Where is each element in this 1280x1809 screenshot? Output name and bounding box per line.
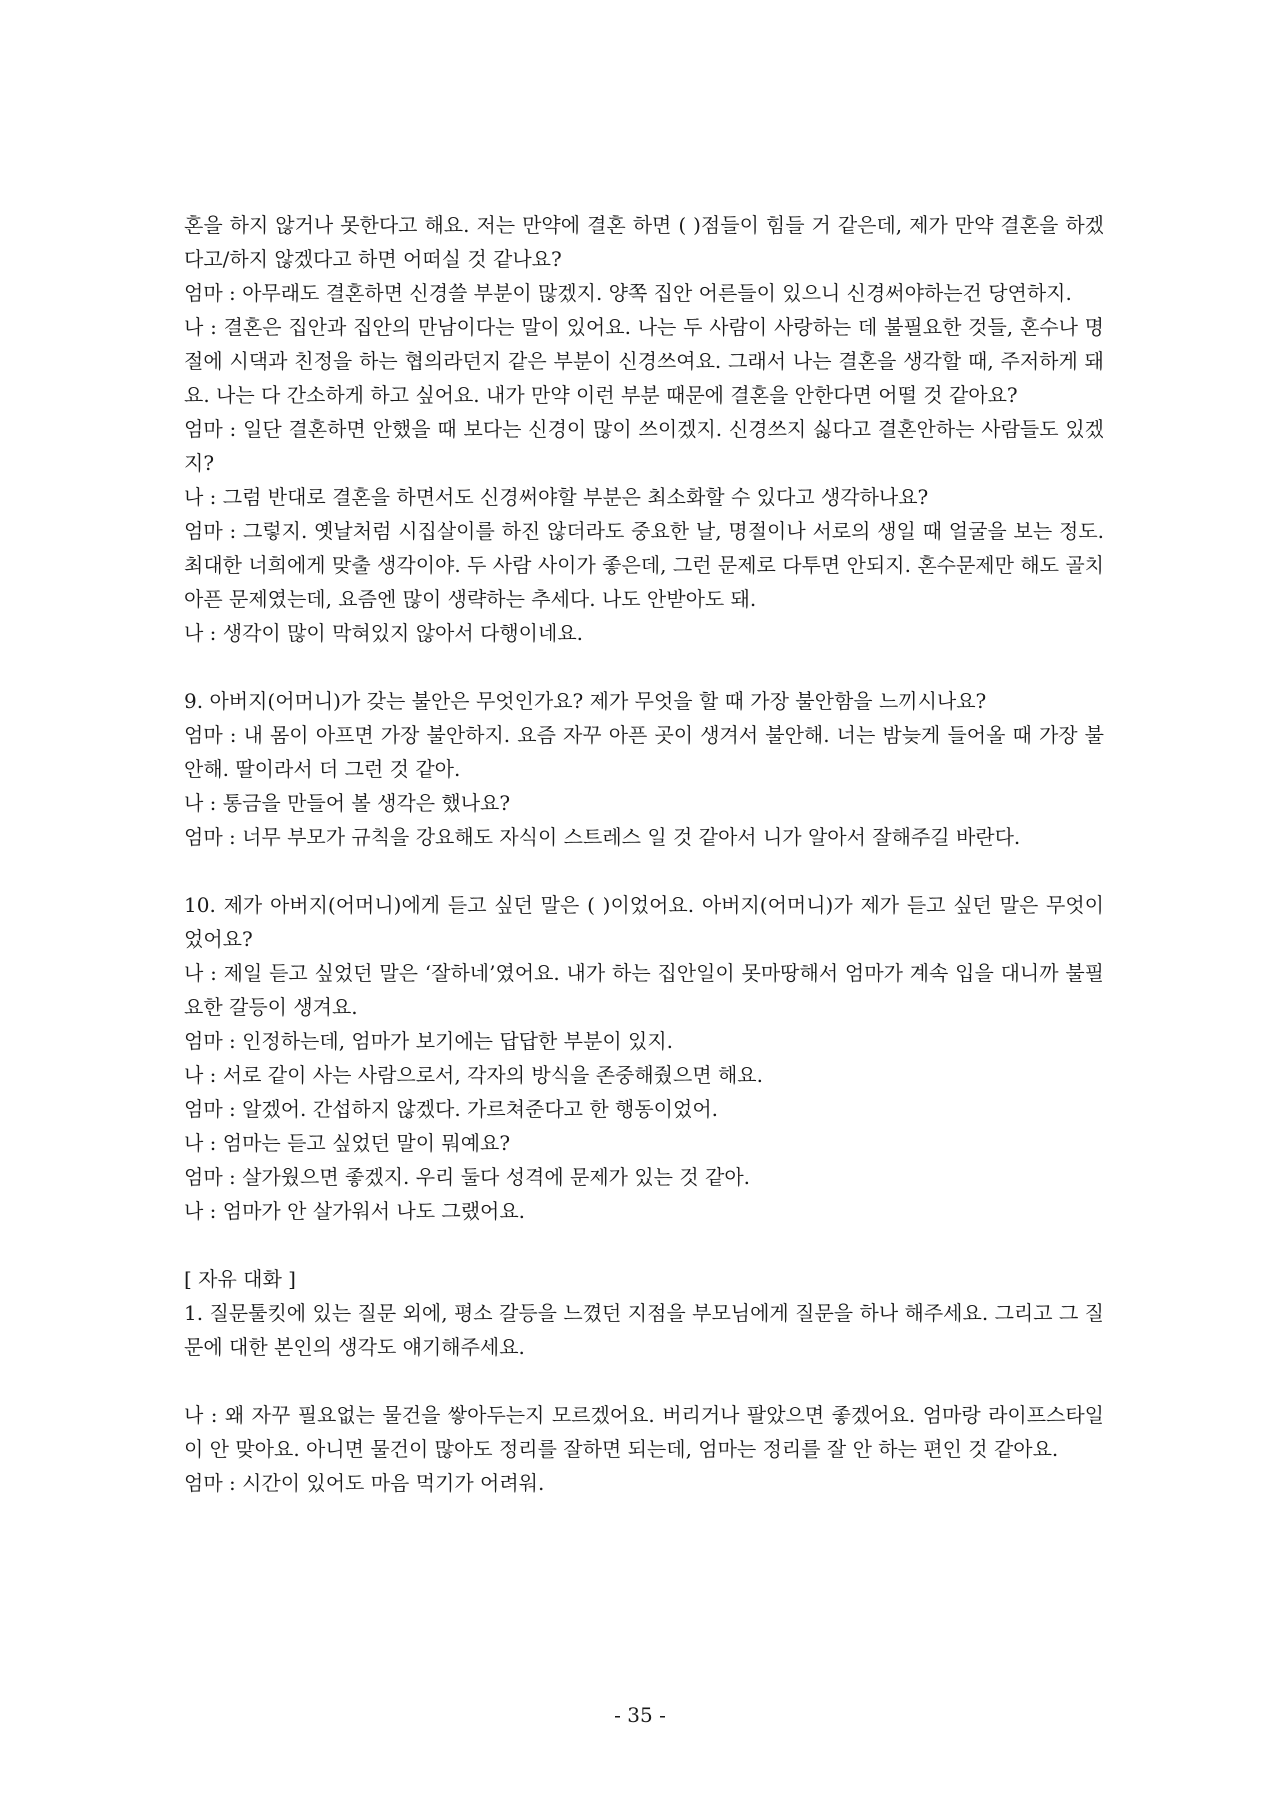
paragraph-gap [184, 650, 1104, 684]
paragraph: 나 : 제일 듣고 싶었던 말은 ‘잘하네’였어요. 내가 하는 집안일이 못마땅해서 엄마가 계속 입을 대니까 불필요한 갈등이 생겨요. [184, 961, 1104, 1019]
paragraph: 나 : 서로 같이 사는 사람으로서, 각자의 방식을 존중해줬으면 해요. [184, 1063, 763, 1087]
paragraph: 9. 아버지(어머니)가 갖는 불안은 무엇인가요? 제가 무엇을 할 때 가장 불안함을 느끼시나요? [184, 689, 987, 713]
paragraph: 엄마 : 내 몸이 아프면 가장 불안하지. 요즘 자꾸 아픈 곳이 생겨서 불안해. 너는 밤늦게 들어올 때 가장 불안해. 딸이라서 더 그런 것 같아. [184, 723, 1104, 781]
paragraph: 엄마 : 그렇지. 옛날처럼 시집살이를 하진 않더라도 중요한 날, 명절이나 서로의 생일 때 얼굴을 보는 정도. 최대한 너희에게 맞출 생각이야. 두 사람 사이가 좋은데, 그런 문제로 다투면 안되지. 혼수문제만 해도 골치아픈 문제였는데, 요즘엔 많이 생략하는 추세다. 나도 안받아도 돼. [184, 519, 1104, 611]
paragraph: 나 : 왜 자꾸 필요없는 물건을 쌓아두는지 모르겠어요. 버리거나 팔았으면 좋겠어요. 엄마랑 라이프스타일이 안 맞아요. 아니면 물건이 많아도 정리를 잘하면 되는데, 엄마는 정리를 잘 안 하는 편인 것 같아요. [184, 1403, 1104, 1461]
paragraph: 1. 질문툴킷에 있는 질문 외에, 평소 갈등을 느꼈던 지점을 부모님에게 질문을 하나 해주세요. 그리고 그 질문에 대한 본인의 생각도 얘기해주세요. [184, 1301, 1104, 1359]
paragraph-gap [184, 854, 1104, 888]
body-text [184, 208, 1104, 1500]
paragraph: 나 : 엄마가 안 살가워서 나도 그랬어요. [184, 1199, 526, 1223]
paragraph-gap [184, 1228, 1104, 1262]
paragraph: 엄마 : 일단 결혼하면 안했을 때 보다는 신경이 많이 쓰이겠지. 신경쓰지 싫다고 결혼안하는 사람들도 있겠지? [184, 417, 1104, 475]
paragraph: 엄마 : 살가웠으면 좋겠지. 우리 둘다 성격에 문제가 있는 것 같아. [184, 1165, 751, 1189]
paragraph: 엄마 : 인정하는데, 엄마가 보기에는 답답한 부분이 있지. [184, 1029, 673, 1053]
paragraph-gap [184, 1364, 1104, 1398]
paragraph: 10. 제가 아버지(어머니)에게 듣고 싶던 말은 ( )이었어요. 아버지(어머니)가 제가 듣고 싶던 말은 무엇이었어요? [184, 893, 1104, 951]
paragraph: 나 : 엄마는 듣고 싶었던 말이 뭐예요? [184, 1131, 511, 1155]
paragraph: 나 : 생각이 많이 막혀있지 않아서 다행이네요. [184, 621, 583, 645]
paragraph: 엄마 : 알겠어. 간섭하지 않겠다. 가르쳐준다고 한 행동이었어. [184, 1097, 718, 1121]
paragraph: 엄마 : 아무래도 결혼하면 신경쓸 부분이 많겠지. 양쪽 집안 어른들이 있으니 신경써야하는건 당연하지. [184, 281, 1072, 305]
page-number: - 35 - [614, 1703, 666, 1727]
paragraph: 나 : 결혼은 집안과 집안의 만남이다는 말이 있어요. 나는 두 사람이 사랑하는 데 불필요한 것들, 혼수나 명절에 시댁과 친정을 하는 협의라던지 같은 부분이 신경쓰여요. 그래서 나는 결혼을 생각할 때, 주저하게 돼요. 나는 다 간소하게 하고 싶어요. 내가 만약 이런 부분 때문에 결혼을 안한다면 어떨 것 같아요? [184, 315, 1104, 407]
paragraph: 혼을 하지 않거나 못한다고 해요. 저는 만약에 결혼 하면 ( )점들이 힘들 거 같은데, 제가 만약 결혼을 하겠다고/하지 않겠다고 하면 어떠실 것 같나요? [184, 213, 1104, 271]
paragraph: 엄마 : 시간이 있어도 마음 먹기가 어려워. [184, 1471, 545, 1495]
paragraph: 나 : 통금을 만들어 볼 생각은 했나요? [184, 791, 511, 815]
paragraph: 엄마 : 너무 부모가 규칙을 강요해도 자식이 스트레스 일 것 같아서 니가 알아서 잘해주길 바란다. [184, 825, 1021, 849]
paragraph: [ 자유 대화 ] [184, 1267, 296, 1291]
paragraph: 나 : 그럼 반대로 결혼을 하면서도 신경써야할 부분은 최소화할 수 있다고 생각하나요? [184, 485, 929, 509]
